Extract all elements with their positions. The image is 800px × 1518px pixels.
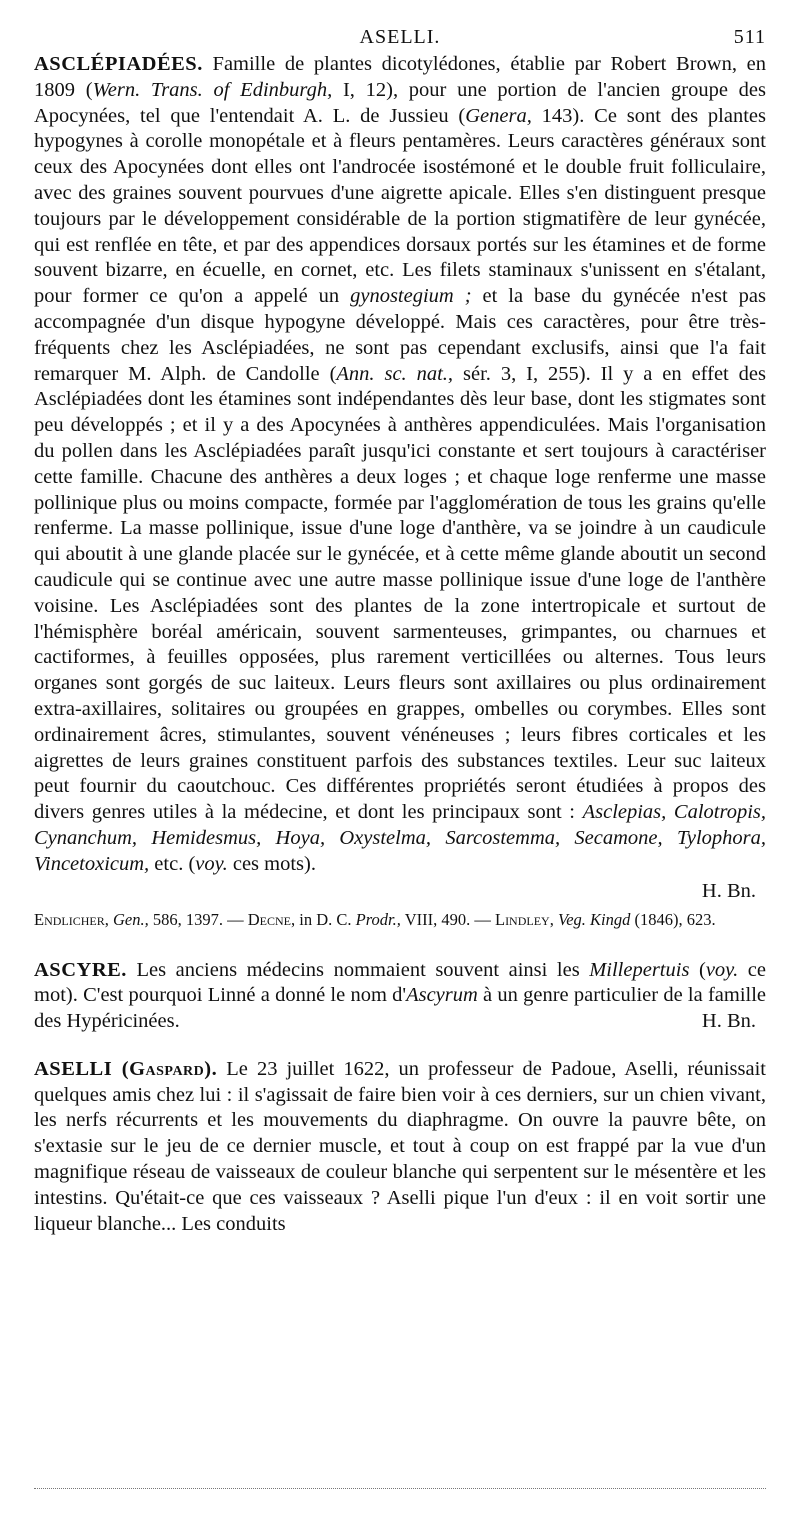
person-forename: (Gaspard). <box>112 1057 218 1080</box>
biblio-work: Gen., <box>113 909 149 929</box>
term: Ascyrum <box>406 984 478 1007</box>
page-header <box>34 18 766 52</box>
entry-aselli <box>34 1057 766 1238</box>
biblio-author: Endlicher, <box>34 909 109 929</box>
biblio-text: 586, 1397. — <box>148 909 248 929</box>
entry-spacer <box>34 1035 766 1057</box>
reference-title: Genera, <box>465 104 532 127</box>
text-segment: ces mots). <box>227 852 316 875</box>
text-segment: à un genre particulier de la famille des Hypéricinées. <box>34 984 767 1033</box>
biblio-work: Veg. Kingd <box>557 909 631 929</box>
reference-title: Wern. Trans. of Edinburgh, <box>92 78 333 101</box>
term: gynostegium ; <box>350 285 472 308</box>
text-segment: I, 12), pour une portion de l'ancien groupe des Apocynées, tel que l'entendait A. L. de Jussieu ( <box>34 78 767 127</box>
voy-abbrev: voy. <box>705 958 739 981</box>
dictionary-page <box>34 18 766 1237</box>
text-segment: 143). Ce sont des plantes hypogynes à corolle monopétale et à fleurs pentamères. Leurs caractères généraux sont ceux des Apocynées dont elles ont l'androcée isostémoné et le double fruit folliculaire, avec des graines souvent pourvues d'une aigrette apicale. Elles s'en distinguent presque toujours par le développement considérable de la portion stigmatifère de leur gynécée, qui est renflée en tête, et par des appendices dorsaux portés sur les étamines et de forme souvent bizarre, en écuelle, en cornet, etc. Les filets staminaux s'unissent en s'étalant, pour former ce qu'on a appelé un <box>34 104 766 308</box>
text-segment: et la base du gynécée n'est pas accompagnée d'un disque hypogyne développé. Mais ces caractères, pour être très-fréquents chez les Asclépiadées, ne sont pas cependant exclusifs, ainsi que l'a fait remarquer M. Alph. de Candolle ( <box>34 285 767 385</box>
biblio-author: Lindley, <box>494 909 554 929</box>
entry-asclepiadees <box>34 52 766 878</box>
voy-abbrev: voy. <box>195 852 228 875</box>
text-segment: ( <box>689 958 706 981</box>
headword-asclepiadees: ASCLÉPIADÉES. <box>34 53 203 75</box>
text-segment: ce mot). C'est pourquoi Linné a donné le nom d' <box>34 958 767 1007</box>
biblio-text: (1846), 623. <box>630 909 716 929</box>
signature-asclepiadees: H. Bn. <box>701 879 756 902</box>
text-segment: Famille de plantes dicotylédones, établie par Robert Brown, en 1809 ( <box>34 53 766 101</box>
text-segment: Les anciens médecins nommaient souvent ainsi les <box>126 958 590 981</box>
biblio-text: VIII, 490. — <box>400 909 495 929</box>
biblio-work: Prodr., <box>355 909 401 929</box>
biblio-author: Decne, <box>247 909 296 929</box>
genera-list: Asclepias, Calotropis, Cynanchum, Hemidesmus, Hoya, Oxystelma, Sarcostemma, Secamone, Tylophora, Vincetoxicum, <box>34 801 766 875</box>
running-head: ASELLI. <box>359 26 441 48</box>
term: Millepertuis <box>589 958 690 981</box>
footer-rule <box>34 1488 766 1489</box>
entry-ascyre <box>34 958 766 1035</box>
page-number: 511 <box>733 26 766 48</box>
entry-spacer <box>34 930 766 958</box>
signature-ascyre: H. Bn. <box>701 1010 756 1033</box>
reference-title: Ann. sc. nat., <box>336 362 454 385</box>
text-segment: etc. ( <box>149 852 196 875</box>
text-segment: sér. 3, I, 255). Il y a en effet des Asclépiadées dont les étamines sont indépendantes dès leur base, dont les stigmates sont peu développés ; et il y a des Apocynées à anthères appendiculées. Mais l'organisation du pollen dans les Asclépiadées paraît jusqu'ici constante et sert toujours à caractériser cette famille. Chacune des anthères a deux loges ; et chaque loge renferme une masse pollinique plus ou moins compacte, formée par l'agglomération de tous les grains qu'elle renferme. La masse pollinique, issue d'une loge d'anthère, va se joindre à un caudicule qui aboutit à une glande placée sur le gynécée, et à cette même glande aboutit un second caudicule qui se continue avec une autre masse pollinique issue d'une loge de l'anthère voisine. Les Asclépiadées sont des plantes de la zone intertropicale et surtout de l'hémisphère boréal américain, souvent sarmenteuses, grimpantes, ou charnues et cactiformes, à feuilles opposées, plus rarement verticillées ou alternes. Tous leurs organes sont gorgés de suc laiteux. Leurs fleurs sont axillaires ou plus ordinairement extra-axillaires, solitaires ou groupées en grappes, ombelles ou corymbes. Elles sont ordinairement âcres, stimulantes, souvent vénéneuses ; leurs fibres corticales et les aigrettes de leurs graines constituent parfois des substances textiles. Leur suc laiteux peut fournir du caoutchouc. Ces différentes propriétés seront étudiées à propos des divers genres utiles à la médecine, et dont les principaux sont : <box>34 362 766 824</box>
headword-aselli: ASELLI <box>34 1057 113 1080</box>
headword-ascyre: ASCYRE. <box>34 958 127 981</box>
biblio-text: in D. C. <box>295 909 356 929</box>
text-segment: Le 23 juillet 1622, un professeur de Padoue, Aselli, réunissait quelques amis chez lui : il s'agissait de faire bien voir à ces derniers, sur un chien vivant, les nerfs récurrents et les mouvements du diaphragme. On ouvre la pauvre bête, on s'extasie sur le jeu de ce dernier muscle, et tout à coup on est frappé par la vue d'un magnifique réseau de vaisseaux de couleur blanche qui serpentent sur le mésentère et les intestins. Qu'était-ce que ces vaisseaux ? Aselli pique l'un d'eux : il en voit sortir une liqueur blanche... Les conduits <box>34 1057 766 1235</box>
bibliography-asclepiadees <box>34 910 766 930</box>
